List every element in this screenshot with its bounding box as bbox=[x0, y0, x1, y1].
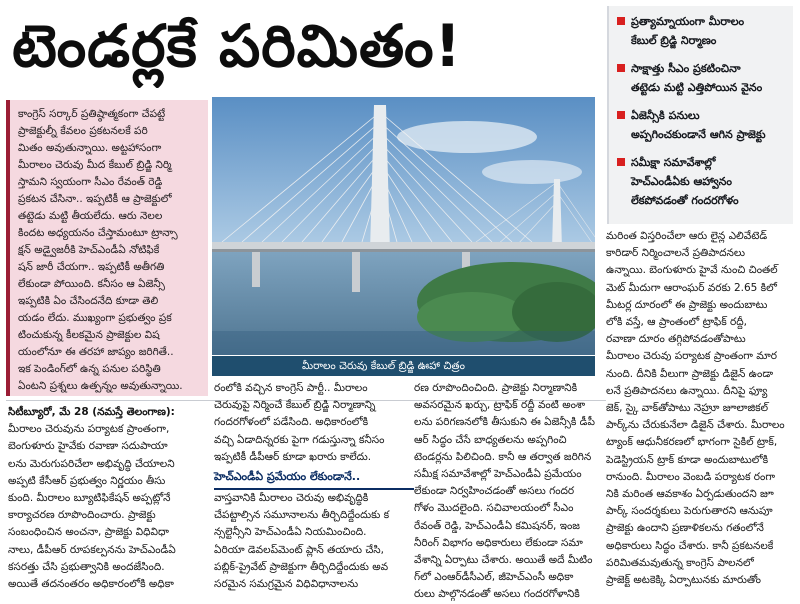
body-line: ఏరియా డెవలప్‌మెంట్ ప్లాన్ తయారు చేసి, bbox=[214, 543, 385, 556]
body-line: కారిడార్ నిర్మించాలనే ప్రతిపాదనలు bbox=[606, 247, 745, 260]
intro-line: షన్ జారీ చేయగా.. ఇప్పటికీ అతీగతి bbox=[18, 261, 165, 273]
body-line: కసరత్తు చేసి ప్రభుత్వానికి అందజేసింది. bbox=[8, 560, 165, 573]
column-4 bbox=[606, 228, 794, 589]
highlight-line: లేకపోవడంతో గందరగోళం bbox=[631, 194, 739, 207]
body-line: లనే ప్రతిపాదనలు ఉన్నాయి. దీనిపై ఫ్యూ bbox=[606, 384, 768, 397]
body-line: ప్రాజెక్టు ఉందాని ప్రణాళికలను గతంలోనే bbox=[606, 522, 764, 535]
body-line: సమీక్ష సమావేశాల్లో హెచ్ఎండీఏ ప్రమేయం bbox=[414, 468, 582, 481]
body-line: మీరాలం చెరువును పర్యాటక ప్రాంతంగా, bbox=[8, 423, 170, 436]
highlight-line: కేబుల్ బ్రిడ్జి నిర్మాణం bbox=[631, 34, 717, 47]
body-line: మరింత విస్తరించేలా ఆరు లైన్ల ఎలివేటెడ్ bbox=[606, 230, 768, 242]
bullet-square-icon bbox=[617, 158, 625, 166]
body-line: ఆర్ సిద్ధం చేసే బాధ్యతలను అప్పగించి bbox=[414, 433, 567, 446]
intro-line: టించుకున్న కీలకమైన ప్రాజెక్టుల విష bbox=[18, 329, 160, 341]
body-line: సరమైన సమగ్రమైన విధివిధానాలను bbox=[214, 578, 359, 591]
intro-line: కాంగ్రెస్ సర్కార్ ప్రతిష్ఠాత్మకంగా చేపట్టే bbox=[18, 108, 166, 120]
column-2-bottom bbox=[214, 490, 410, 593]
intro-line: మితం అవుతున్నాయి. అట్టహాసంగా bbox=[18, 142, 162, 154]
body-line: వచ్చి ఏడాదిన్నరకు పైగా గడుస్తున్నా కనీసం bbox=[214, 433, 385, 446]
intro-line: ఇక పెండింగ్‌లో ఉన్న పనుల పరిస్థితి bbox=[18, 363, 161, 375]
body-line: కుంది. మీరాలం బ్యూటిఫికేషన్ అప్పట్లోనే bbox=[8, 492, 171, 505]
highlight-line: సాక్షాత్తు సీఎం ప్రకటించినా bbox=[631, 62, 741, 75]
highlight-item bbox=[615, 153, 787, 210]
body-line: లేకుండా నిర్వహించడంతో అసలు గందర bbox=[414, 485, 575, 498]
body-line: ఉన్నాయి. బెంగుళూరు హైవే నుంచి చింతల్ bbox=[606, 264, 778, 277]
body-line: ఇప్పటికీ డీపీఆర్ కూడా ఖరారు కాలేదు. bbox=[214, 450, 372, 463]
body-line: బెంగుళూరు హైవేకు రవాణా సదుపాయా bbox=[8, 440, 168, 453]
intro-line: యంలోనూ ఈ తరహా జాప్యం జరిగితే.. bbox=[18, 346, 174, 358]
body-line: పార్క్‌ను చేరుకునేలా డిజైన్ చేశారు. మీరాలం bbox=[606, 419, 785, 432]
body-line: లోకి వస్తే, ఆ ప్రాంతంలో ట్రాఫిక్ రద్దీ, bbox=[606, 316, 747, 329]
highlight-line: అప్పగించకుండానే ఆగిన ప్రాజెక్టు bbox=[631, 128, 766, 141]
body-line: మీటర్ల దూరంలో ఈ ప్రాజెక్టు అందుబాటు bbox=[606, 298, 768, 311]
body-line: లను పరిగణనలోకి తీసుకుని ఈ ఏజెన్సీకి డీపీ bbox=[414, 416, 595, 429]
highlight-line: సమీక్షా సమావేశాల్లో bbox=[631, 156, 716, 169]
intro-line: ఏంటని ప్రశ్నలు ఉత్పన్నం అవుతున్నాయి. bbox=[18, 380, 183, 392]
body-line: నీరింగ్ విభాగం అధికారులు లేకుండా సమా bbox=[414, 536, 583, 549]
bullet-square-icon bbox=[617, 111, 625, 119]
body-line: నికి మరింత ఆవకాశం ఏర్పడుతుందని జూ bbox=[606, 488, 774, 501]
highlight-line: తట్టెడు మట్టి ఎత్తిపోయిన వైనం bbox=[631, 81, 763, 94]
body-line: రవాణా దూరం తగ్గిపోవడంతోపాటు bbox=[606, 333, 746, 346]
column-3 bbox=[414, 380, 602, 604]
highlight-line: ప్రత్యామ్నాయంగా మీరాలం bbox=[631, 15, 745, 28]
body-line: జెక్, స్కై వాక్‌తోపాటు నెహ్రూ జూలాజికల్ bbox=[606, 402, 769, 415]
body-line: లను మెరుగుపరిచేలా అభివృద్ధి చేయాలని bbox=[8, 457, 175, 470]
body-line: పరిమితమవుతున్న కాంగ్రెస్ పాలనలో bbox=[606, 556, 754, 569]
highlight-item bbox=[615, 59, 787, 97]
photo-caption: మీరాలం చెరువు కేబుల్ బ్రిడ్జి ఊహా చిత్రం bbox=[212, 356, 595, 376]
subheading: హెచ్ఎండీఏ ప్రమేయం లేకుండానే.. bbox=[214, 466, 414, 490]
body-line: సంబంధించిన అంచనా, ప్రాజెక్టు విధివిధా bbox=[8, 526, 169, 539]
highlight-item bbox=[615, 106, 787, 144]
body-line: గందరగోళంలో పడేసింది. అధికారంలోకి bbox=[214, 416, 369, 429]
body-line: కార్యాచరణ రూపొందించారు. ప్రాజెక్టు bbox=[8, 509, 156, 522]
intro-line: తట్టెడు మట్టి తీయలేదు. ఆరు నెలల bbox=[18, 210, 163, 222]
body-line: వాస్తవానికి మీరాలం చెరువు అభివృద్ధికి bbox=[214, 492, 369, 504]
column-1 bbox=[8, 404, 208, 593]
column-2-top bbox=[214, 380, 410, 466]
body-line: పెడెస్ట్రియన్ ట్రాక్ కూడా అందుబాటులోకి bbox=[606, 453, 769, 466]
intro-line: ఇప్పటికి ఏం చేసిందనేది కూడా తెలి bbox=[18, 295, 159, 307]
body-line: గ్‌లో ఎంఆర్‌డీసీఎల్, జీహెచ్ఎంసీ అధికా bbox=[414, 571, 574, 584]
body-line: ప్రాజెక్ట్ అటకెక్కి ఏర్పాటునకు మారుతోం bbox=[606, 574, 761, 587]
body-line: మీరాలం చెరువు పర్యాటక ప్రాంతంగా మార bbox=[606, 350, 777, 363]
body-line: నాలు, డీపీఆర్ రూపకల్పనను హెచ్ఎండీఏ bbox=[8, 543, 176, 556]
body-line: రేవంత్ రెడ్డి, హెచ్ఎండీఏ కమిషనర్, ఇంజ bbox=[414, 519, 580, 532]
body-line: అవసరమైన ఖర్చు, ట్రాఫిక్ రద్దీ వంటి అంశా bbox=[414, 399, 586, 412]
body-line: చేపట్టాల్సిన సమూనాలను తీర్చిదిద్దేందుకు క bbox=[214, 509, 390, 522]
highlights-box bbox=[607, 6, 793, 224]
intro-line: స్తామని స్వయంగా సీఎం రేవంత్ రెడ్డి bbox=[18, 176, 163, 188]
body-line: అధికారులు సిద్ధం చేశారు. కానీ ప్రకటనలకే bbox=[606, 539, 774, 552]
body-line: సిటీబ్యూరో, మే 28 (నమస్తే తెలంగాణ): bbox=[8, 406, 175, 418]
body-line: ట్యాంక్ ఆధునీకరణలో భాగంగా సైకిల్ ట్రాక్, bbox=[606, 436, 778, 449]
body-line: న్సల్టెన్సీని హెచ్ఎండీఏ నియమించింది. bbox=[214, 526, 367, 539]
highlight-line: ఏజెన్సీకి పనులు bbox=[631, 109, 700, 122]
body-line: గోళం మొదలైంది. సచివాలయంలో సీఎం bbox=[414, 502, 574, 515]
body-line: రంలోకి వచ్చిన కాంగ్రెస్ పార్టీ.. మీరాలం bbox=[214, 382, 368, 394]
body-line: టెండర్లను పిలిచింది. కానీ ఆ తర్వాత జరిగిన bbox=[414, 450, 592, 463]
body-line: రానుంది. మీరాలం వెంబడి పర్యాటక రంగా bbox=[606, 470, 776, 483]
bullet-square-icon bbox=[617, 64, 625, 72]
body-line: అయితే తదనంతరం అధికారంలోకి అధికా bbox=[8, 578, 174, 591]
bullet-square-icon bbox=[617, 17, 625, 25]
highlight-line: హెచ్ఎండీఏకు ఆహ్వానం bbox=[631, 175, 732, 188]
intro-line: క్షన్ అడ్వైజరీకి హెచ్ఎండీఏ నోటిఫికే bbox=[18, 244, 160, 256]
intro-line: ప్రాజెక్టుల్నీ కేవలం ప్రకటనలకే పరి bbox=[18, 125, 148, 137]
body-line: రులు పాల్గొనడంతో అసలు గందరగోళానికి bbox=[414, 588, 580, 601]
intro-box bbox=[6, 100, 208, 396]
body-line: వేశాన్ని ఏర్పాటు చేశారు. అయితే అదే మీటిం bbox=[414, 554, 593, 567]
headline: టెండర్లకే పరిమితం! bbox=[12, 12, 462, 80]
body-line: అప్పటి కేసీఆర్ ప్రభుత్వం నిర్ణయం తీసు bbox=[8, 474, 166, 487]
body-line: మెట్ మీదుగా ఆరాంఘర్ వరకు 2.65 కిలో bbox=[606, 281, 777, 294]
body-line: పబ్లిక్-ప్రైవేట్ ప్రాజెక్టుగా తీర్చిదిద్దేందుకు అవ bbox=[214, 560, 389, 573]
body-line: పార్క్ సందర్శకులు పెరుగుతారని ఆనుపూ bbox=[606, 505, 773, 518]
body-line: రణ రూపొందించింది. ప్రాజెక్టు నిర్మాణానికి bbox=[414, 382, 578, 394]
intro-line: యడం లేదు. ముఖ్యంగా ప్రభుత్వం ప్రక bbox=[18, 312, 172, 324]
intro-line: కిందట అధ్యయనం చేస్తామంటూ ట్రాన్సా bbox=[18, 227, 178, 239]
body-line: చెరువుపై నిర్మించే కేబుల్ బ్రిడ్జి నిర్మాణాన్ని bbox=[214, 399, 376, 412]
highlight-item bbox=[615, 12, 787, 50]
intro-line: లేకుండా పోయింది. కనీసం ఆ ఏజెన్సీ bbox=[18, 278, 165, 290]
intro-line: మీరాలం చెరువు మీద కేబుల్ బ్రిడ్జి నిర్మి bbox=[18, 159, 172, 171]
bridge-photo bbox=[212, 97, 595, 355]
body-line: నుంది. దీనికి వీలుగా ప్రాజెక్టు డిజైన్ ఉండా bbox=[606, 367, 774, 380]
intro-line: ప్రకటన చేసినా.. ఇప్పటికీ ఆ ప్రాజెక్టులో bbox=[18, 193, 172, 205]
